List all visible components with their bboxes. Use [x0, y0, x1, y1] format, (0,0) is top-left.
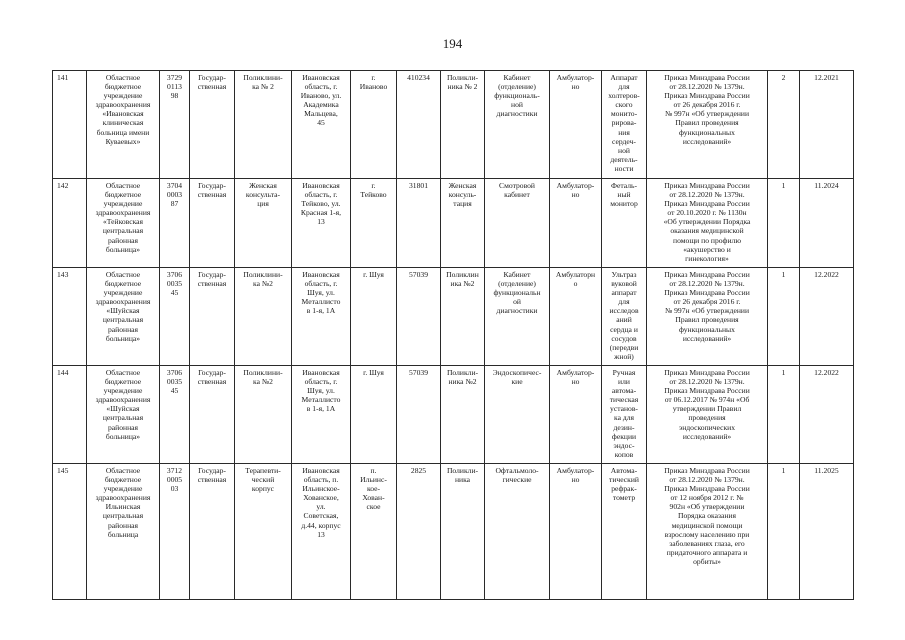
cell-row-number: 142	[53, 179, 87, 268]
cell-equipment-name: Аппарат для холтеров- ского монито- рирова- ния сердеч- ной деятель- ности	[602, 71, 647, 179]
cell-regulation-reference: Приказ Минздрава России от 28.12.2020 № 1379н. Приказ Минздрава России от 06.12.2017 № 974н «Об утверждении Правил проведения эндоскопических исследований»	[647, 366, 768, 464]
cell-address: Ивановская область, г. Иваново, ул. Академика Мальцева, 45	[292, 71, 351, 179]
cell-equipment-name: Ручная или автома- тическая установ- ка для дезин- фекции эндос- копов	[602, 366, 647, 464]
cell-locality-code: 57039	[397, 366, 441, 464]
cell-equipment-name: Автома- тический рефрак- тометр	[602, 464, 647, 600]
cell-organization-name: Областное бюджетное учреждение здравоохранения «Ивановская клиническая больница имени Куваевых»	[87, 71, 160, 179]
cell-department: Поликли- ника	[441, 464, 485, 600]
cell-address: Ивановская область, г. Шуя, ул. Металлисто в 1-я, 1А	[292, 366, 351, 464]
cell-deadline: 12.2022	[800, 268, 854, 366]
cell-locality: г. Шуя	[351, 366, 397, 464]
cell-quantity: 2	[768, 71, 800, 179]
equipment-table	[52, 70, 854, 600]
cell-address: Ивановская область, п. Ильинское- Хованское, ул. Советская, д.44, корпус 13	[292, 464, 351, 600]
cell-subdivision: Женская консульта- ция	[235, 179, 292, 268]
cell-locality: п. Ильинс- кое- Хован- ское	[351, 464, 397, 600]
cell-organization-code: 3704 0003 87	[160, 179, 190, 268]
table-row	[53, 464, 854, 600]
cell-organization-code: 3706 0035 45	[160, 366, 190, 464]
cell-locality: г. Иваново	[351, 71, 397, 179]
cell-regulation-reference: Приказ Минздрава России от 28.12.2020 № 1379н. Приказ Минздрава России от 26 декабря 2016 г. № 997н «Об утверждении Правил проведения функциональных исследований»	[647, 268, 768, 366]
cell-organization-name: Областное бюджетное учреждение здравоохранения «Шуйская центральная районная больница»	[87, 366, 160, 464]
cell-row-number: 145	[53, 464, 87, 600]
cell-locality-code: 2825	[397, 464, 441, 600]
cell-cabinet-type: Кабинет (отделение) функциональ- ной диагностики	[485, 71, 550, 179]
cell-department: Поликли- ника № 2	[441, 71, 485, 179]
table-body	[53, 71, 854, 600]
cell-care-conditions: Амбулаторн о	[550, 268, 602, 366]
cell-locality: г. Шуя	[351, 268, 397, 366]
cell-locality-code: 31801	[397, 179, 441, 268]
cell-cabinet-type: Офтальмоло- гические	[485, 464, 550, 600]
cell-care-conditions: Амбулатор- но	[550, 366, 602, 464]
cell-deadline: 11.2024	[800, 179, 854, 268]
table-row	[53, 71, 854, 179]
cell-equipment-name: Ультраз вуковой аппарат для исследов аний сердца и сосудов (передви жной)	[602, 268, 647, 366]
cell-regulation-reference: Приказ Минздрава России от 28.12.2020 № 1379н. Приказ Минздрава России от 20.10.2020 г. № 1130н «Об утверждении Порядка оказания медицинской помощи по профилю «акушерство и гинекология»	[647, 179, 768, 268]
cell-ownership-form: Государ- ственная	[190, 268, 235, 366]
cell-subdivision: Поликлини- ка № 2	[235, 71, 292, 179]
cell-organization-code: 3729 0113 98	[160, 71, 190, 179]
cell-care-conditions: Амбулатор- но	[550, 464, 602, 600]
cell-ownership-form: Государ- ственная	[190, 179, 235, 268]
cell-row-number: 141	[53, 71, 87, 179]
cell-organization-code: 3706 0035 45	[160, 268, 190, 366]
cell-regulation-reference: Приказ Минздрава России от 28.12.2020 № 1379н. Приказ Минздрава России от 26 декабря 2016 г. № 997н «Об утверждении Правил проведения функциональных исследований»	[647, 71, 768, 179]
cell-locality-code: 57039	[397, 268, 441, 366]
cell-quantity: 1	[768, 464, 800, 600]
cell-cabinet-type: Эндоскопичес- кие	[485, 366, 550, 464]
cell-row-number: 143	[53, 268, 87, 366]
cell-row-number: 144	[53, 366, 87, 464]
cell-deadline: 11.2025	[800, 464, 854, 600]
cell-subdivision: Поликлини- ка №2	[235, 366, 292, 464]
cell-deadline: 12.2022	[800, 366, 854, 464]
cell-care-conditions: Амбулатор- но	[550, 71, 602, 179]
cell-organization-name: Областное бюджетное учреждение здравоохранения «Шуйская центральная районная больница»	[87, 268, 160, 366]
cell-organization-name: Областное бюджетное учреждение здравоохранения «Тейковская центральная районная больница»	[87, 179, 160, 268]
cell-cabinet-type: Кабинет (отделение) функциональн ой диагностики	[485, 268, 550, 366]
page-number: 194	[442, 36, 463, 51]
cell-organization-name: Областное бюджетное учреждение здравоохранения Ильинская центральная районная больница	[87, 464, 160, 600]
cell-care-conditions: Амбулатор- но	[550, 179, 602, 268]
cell-cabinet-type: Смотровой кабинет	[485, 179, 550, 268]
table-row	[53, 268, 854, 366]
cell-quantity: 1	[768, 268, 800, 366]
cell-locality-code: 410234	[397, 71, 441, 179]
cell-department: Поликлин ика №2	[441, 268, 485, 366]
cell-ownership-form: Государ- ственная	[190, 464, 235, 600]
cell-quantity: 1	[768, 179, 800, 268]
cell-organization-code: 3712 0005 03	[160, 464, 190, 600]
cell-quantity: 1	[768, 366, 800, 464]
cell-department: Женская консуль- тация	[441, 179, 485, 268]
table-row	[53, 366, 854, 464]
cell-deadline: 12.2021	[800, 71, 854, 179]
cell-ownership-form: Государ- ственная	[190, 71, 235, 179]
cell-address: Ивановская область, г. Шуя, ул. Металлисто в 1-я, 1А	[292, 268, 351, 366]
cell-department: Поликли- ника №2	[441, 366, 485, 464]
cell-locality: г. Тейково	[351, 179, 397, 268]
cell-ownership-form: Государ- ственная	[190, 366, 235, 464]
cell-equipment-name: Феталь- ный монитор	[602, 179, 647, 268]
cell-subdivision: Поликлини- ка №2	[235, 268, 292, 366]
table-row	[53, 179, 854, 268]
cell-address: Ивановская область, г. Тейково, ул. Красная 1-я, 13	[292, 179, 351, 268]
cell-regulation-reference: Приказ Минздрава России от 28.12.2020 № 1379н. Приказ Минздрава России от 12 ноября 2012 г. № 902н «Об утверждении Порядка оказания медицинской помощи взрослому населению при заболеваниях глаза, его придаточного аппарата и орбиты»	[647, 464, 768, 600]
cell-subdivision: Терапевти- ческий корпус	[235, 464, 292, 600]
